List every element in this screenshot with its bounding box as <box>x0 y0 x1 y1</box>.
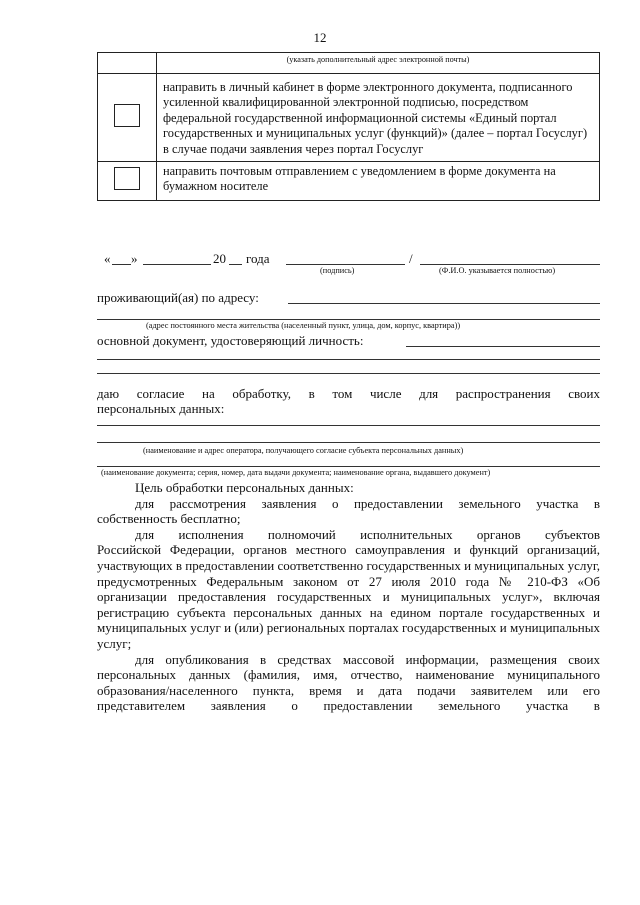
date-open-quote: « <box>104 251 111 266</box>
operator-field-line2[interactable] <box>97 442 600 443</box>
purpose-3-line1: для опубликования в средствах массовой информации, размещения своих <box>135 651 600 667</box>
document-note: (наименование документа; серия, номер, дата выдачи документа; наименование органа, выдавшего документ) <box>101 468 491 477</box>
option-personal-cabinet-text: направить в личный кабинет в форме электронного документа, подписанного усиленной квалифицированной электронной подписью, посредством федеральной государственной информационной системы «Единый портал государственных и муниципальных услуг (функций)» (далее – портал Госуслуг) в случае подачи заявления через портал Госуслуг <box>157 74 600 162</box>
signature-slash: / <box>409 251 413 266</box>
purposes-section <box>97 480 600 714</box>
checkbox-postal[interactable] <box>114 167 140 190</box>
signature-note: (подпись) <box>320 266 355 275</box>
checkbox-personal-cabinet[interactable] <box>114 104 140 127</box>
email-row <box>98 53 600 74</box>
delivery-options-table <box>97 52 600 201</box>
email-note: (указать дополнительный адрес электронной почты) <box>157 53 600 74</box>
consent-line1: даю согласие на обработку, в том числе для распространения своих <box>97 386 600 401</box>
day-blank[interactable] <box>112 264 131 265</box>
document-field[interactable] <box>97 466 600 467</box>
fio-blank[interactable] <box>420 264 600 265</box>
operator-note: (наименование и адрес оператора, получающего согласие субъекта персональных данных) <box>143 446 464 455</box>
fio-note: (Ф.И.О. указывается полностью) <box>439 266 556 275</box>
signature-blank[interactable] <box>286 264 405 265</box>
purpose-3-last-line: представителем заявления о предоставлении земельного участка в <box>97 698 600 714</box>
operator-field[interactable] <box>97 425 600 426</box>
year-suffix: года <box>246 251 270 266</box>
address-field[interactable] <box>288 303 600 304</box>
year-prefix: 20 <box>213 251 226 266</box>
purpose-1-line2: собственность бесплатно; <box>97 511 241 527</box>
purpose-3-rest: персональных данных (фамилия, имя, отчество, наименование муниципального образования/населенного пункта, время и дата подачи заявителем или его <box>97 667 600 698</box>
identity-field-line3[interactable] <box>97 373 600 374</box>
consent-line2: персональных данных: <box>97 401 225 416</box>
date-close-quote: » <box>131 251 138 266</box>
option-postal-text: направить почтовым отправлением с уведомлением в форме документа на бумажном носителе <box>157 162 600 201</box>
purposes-heading: Цель обработки персональных данных: <box>135 480 354 495</box>
option-row-postal <box>98 162 600 201</box>
address-label: проживающий(ая) по адресу: <box>97 290 259 305</box>
month-blank[interactable] <box>143 264 211 265</box>
purpose-2-rest: Российской Федерации, органов местного самоуправления и функций организаций, участвующих в предоставлении соответственно государственных и муниципальных услуг, предусмотренных Федеральным законом от 27 июля 2010 года № 210-ФЗ «Об организации предоставления государственных и муниципальных услуг», включая регистрацию субъекта персональных данных на едином портале государственных и муниципальных услуг и (или) региональных порталах государственных и муниципальных услуг; <box>97 542 600 651</box>
identity-label: основной документ, удостоверяющий личность: <box>97 333 364 348</box>
identity-field[interactable] <box>406 346 600 347</box>
identity-field-line2[interactable] <box>97 359 600 360</box>
purpose-1-line1: для рассмотрения заявления о предоставлении земельного участка в <box>135 495 600 511</box>
option-row-personal-cabinet <box>98 74 600 162</box>
purpose-2-line1: для исполнения полномочий исполнительных органов субъектов <box>135 526 600 542</box>
page-number: 12 <box>313 30 327 45</box>
address-note: (адрес постоянного места жительства (населенный пункт, улица, дом, корпус, квартира)) <box>146 321 461 330</box>
year-blank[interactable] <box>229 264 242 265</box>
address-field-line2[interactable] <box>97 319 600 320</box>
